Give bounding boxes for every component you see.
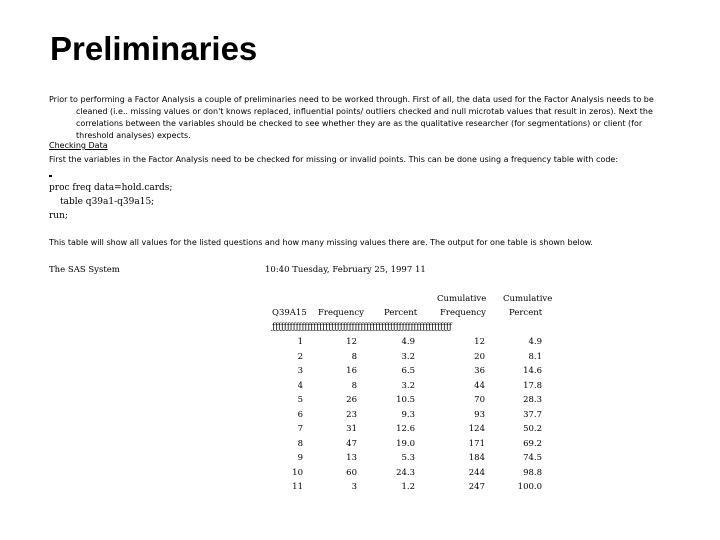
cell-frequency: 31 — [346, 424, 357, 434]
cell-cum-frequency: 70 — [474, 395, 485, 405]
code-block — [49, 181, 172, 223]
table-row — [0, 482, 720, 496]
cell-cum-frequency: 12 — [474, 337, 485, 347]
cell-percent: 5.3 — [401, 453, 415, 463]
cell-cum-frequency: 244 — [468, 467, 485, 478]
sas-datetime: 10:40 Tuesday, February 25, 1997 11 — [265, 265, 426, 275]
cell-cum-percent: 69.2 — [523, 438, 542, 449]
cell-value: 6 — [297, 409, 303, 420]
header-percent: Percent — [384, 308, 418, 318]
cell-cum-frequency: 171 — [468, 438, 485, 449]
cell-cum-percent: 28.3 — [523, 395, 542, 405]
cell-cum-percent: 74.5 — [523, 453, 542, 463]
cell-value: 1 — [297, 337, 303, 347]
cell-cum-percent: 98.8 — [523, 467, 542, 478]
cell-cum-percent: 4.9 — [528, 337, 542, 347]
cell-percent: 19.0 — [396, 438, 415, 449]
table-row — [0, 468, 720, 482]
cell-percent: 3.2 — [401, 380, 415, 391]
cell-value: 3 — [297, 366, 303, 376]
header-cum-percent: Percent — [509, 308, 543, 318]
cell-cum-percent: 8.1 — [528, 351, 542, 362]
cell-cum-percent: 37.7 — [523, 409, 542, 420]
code-line: table q39a1-q39a15; — [60, 197, 155, 207]
table-row — [0, 453, 720, 467]
section-heading: Checking Data — [49, 141, 108, 150]
cell-value: 9 — [297, 453, 303, 463]
table-row — [0, 352, 720, 366]
header-cum-frequency: Frequency — [440, 308, 486, 318]
intro-line: Prior to performing a Factor Analysis a couple of preliminaries need to be worked through. First of all, the data used for the Factor Analysis needs to be — [49, 95, 654, 104]
cell-value: 11 — [292, 482, 303, 492]
cell-frequency: 8 — [351, 380, 357, 391]
cell-value: 2 — [297, 351, 303, 362]
table-row — [0, 410, 720, 424]
table-row — [0, 439, 720, 453]
cell-frequency: 13 — [346, 453, 357, 463]
table-row — [0, 337, 720, 351]
table-separator: ƒƒƒƒƒƒƒƒƒƒƒƒƒƒƒƒƒƒƒƒƒƒƒƒƒƒƒƒƒƒƒƒƒƒƒƒƒƒƒƒƒƒƒƒƒƒƒƒƒƒƒƒƒƒƒƒƒƒƒƒƒ — [272, 322, 452, 332]
cell-value: 5 — [297, 395, 303, 405]
table-row — [0, 395, 720, 409]
cell-percent: 1.2 — [401, 482, 415, 492]
table-row — [0, 424, 720, 438]
sas-system-label: The SAS System — [49, 265, 120, 275]
cell-value: 4 — [297, 380, 303, 391]
intro-line: correlations between the variables should be checked to see whether they are as the qualitative researcher (for segmentations) or client (for — [76, 119, 643, 128]
table-row — [0, 366, 720, 380]
cell-percent: 10.5 — [396, 395, 415, 405]
cell-percent: 4.9 — [401, 337, 415, 347]
cell-frequency: 16 — [346, 366, 357, 376]
cell-percent: 24.3 — [396, 467, 415, 478]
table-note: This table will show all values for the listed questions and how many missing values there are. The output for one table is shown below. — [49, 238, 593, 247]
header-frequency: Frequency — [318, 308, 364, 318]
cell-cum-frequency: 124 — [468, 424, 485, 434]
cell-percent: 3.2 — [401, 351, 415, 362]
page-title: Preliminaries — [50, 30, 258, 67]
cell-frequency: 3 — [351, 482, 357, 492]
cell-cum-percent: 100.0 — [517, 482, 542, 492]
cell-value: 7 — [297, 424, 303, 434]
cell-cum-percent: 14.6 — [523, 366, 542, 376]
code-line: run; — [49, 211, 68, 221]
intro-line: threshold analyses) expects. — [76, 131, 191, 140]
header-variable: Q39A15 — [272, 308, 307, 318]
cell-cum-frequency: 247 — [468, 482, 485, 492]
intro-line: cleaned (i.e.. missing values or don't knows replaced, influential points/ outliers checked and null microtab values that result in zeros). Next the — [76, 107, 653, 116]
cell-percent: 6.5 — [401, 366, 415, 376]
cell-frequency: 60 — [346, 467, 357, 478]
cell-percent: 12.6 — [396, 424, 415, 434]
cell-cum-frequency: 184 — [468, 453, 485, 463]
cell-cum-frequency: 44 — [474, 380, 485, 391]
cell-cum-frequency: 93 — [474, 409, 485, 420]
cell-cum-percent: 50.2 — [523, 424, 542, 434]
bullet-mark — [49, 175, 52, 177]
cell-frequency: 8 — [351, 351, 357, 362]
cell-frequency: 12 — [346, 337, 357, 347]
cell-value: 10 — [292, 467, 303, 478]
cell-cum-frequency: 36 — [474, 366, 485, 376]
cell-frequency: 26 — [346, 395, 357, 405]
intro-paragraph — [49, 94, 709, 142]
cell-value: 8 — [297, 438, 303, 449]
header-cumulative: Cumulative — [503, 294, 553, 304]
checking-text: First the variables in the Factor Analysis need to be checked for missing or invalid points. This can be done using a frequency table with code: — [49, 155, 619, 164]
header-cumulative: Cumulative — [437, 294, 487, 304]
code-line: proc freq data=hold.cards; — [49, 183, 173, 193]
table-row — [0, 381, 720, 395]
cell-percent: 9.3 — [401, 409, 415, 420]
cell-cum-percent: 17.8 — [523, 380, 542, 391]
cell-frequency: 47 — [346, 438, 357, 449]
cell-frequency: 23 — [346, 409, 357, 420]
cell-cum-frequency: 20 — [474, 351, 485, 362]
